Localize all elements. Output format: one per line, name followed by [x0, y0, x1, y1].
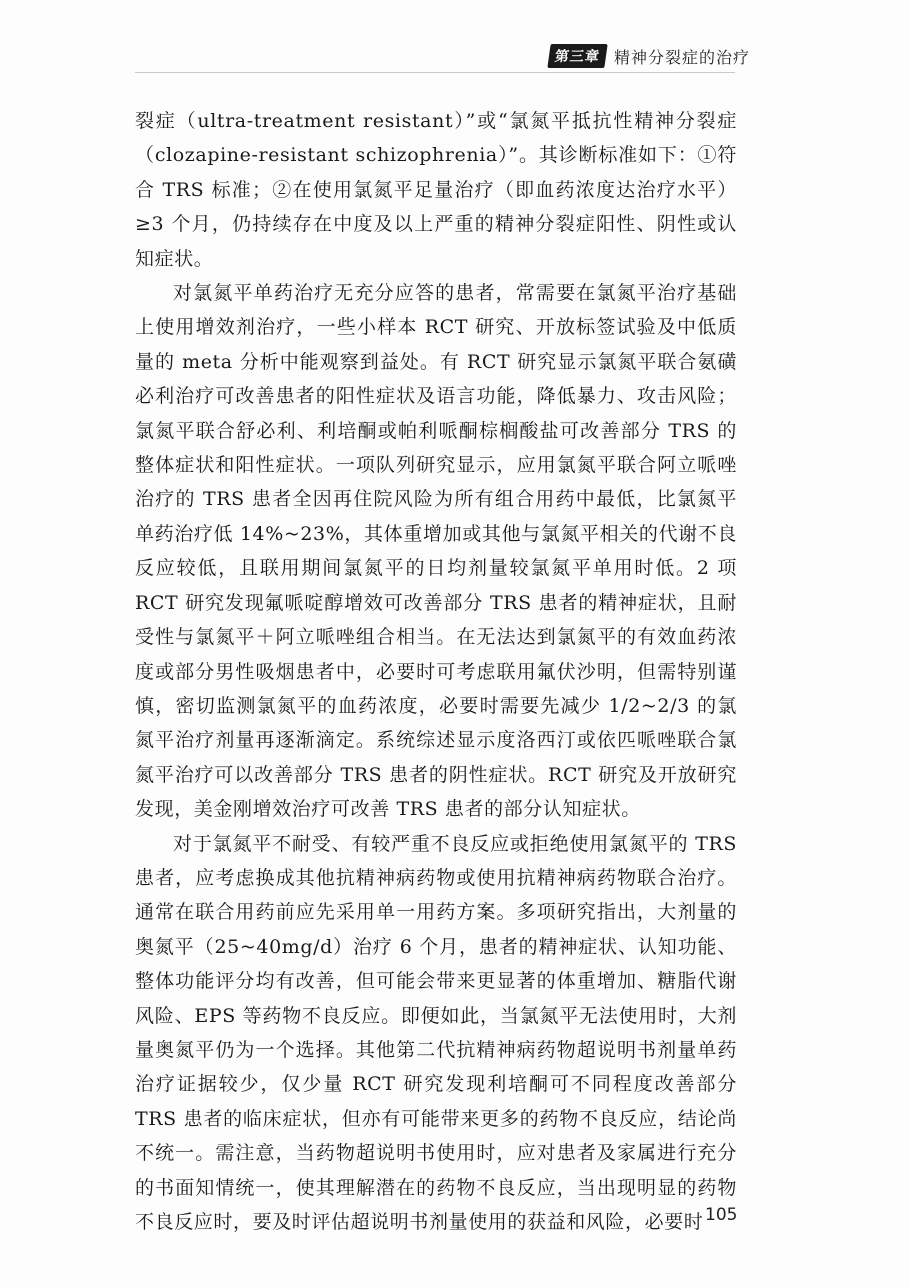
- paragraph-continued: 裂症（ultra-treatment resistant）”或“氯氮平抵抗性精神分裂症（clozapine-resistant schizophrenia）”。其诊断标准如下：①符合 TRS 标准；②在使用氯氮平足量治疗（即血药浓度达治疗水平）≥3 个月，仍持续存在中度及以上严重的精神分裂症阳性、阴性或认知症状。: [135, 110, 737, 270]
- running-header: [549, 42, 750, 70]
- header-divider: [135, 72, 735, 73]
- body-text: [135, 104, 737, 1239]
- paragraph: 对氯氮平单药治疗无充分应答的患者，常需要在氯氮平治疗基础上使用增效剂治疗，一些小样本 RCT 研究、开放标签试验及中低质量的 meta 分析中能观察到益处。有 RCT 研究显示氯氮平联合氨磺必利治疗可改善患者的阳性症状及语言功能，降低暴力、攻击风险；氯氮平联合舒必利、利培酮或帕利哌酮棕榈酸盐可改善部分 TRS 的整体症状和阳性症状。一项队列研究显示，应用氯氮平联合阿立哌唑治疗的 TRS 患者全因再住院风险为所有组合用药中最低，比氯氮平单药治疗低 14%~23%，其体重增加或其他与氯氮平相关的代谢不良反应较低，且联用期间氯氮平的日均剂量较氯氮平单用时低。2 项 RCT 研究发现氟哌啶醇增效可改善部分 TRS 患者的精神症状，且耐受性与氯氮平＋阿立哌唑组合相当。在无法达到氯氮平的有效血药浓度或部分男性吸烟患者中，必要时可考虑联用氟伏沙明，但需特别谨慎，密切监测氯氮平的血药浓度，必要时需要先减少 1/2~2/3 的氯氮平治疗剂量再逐渐滴定。系统综述显示度洛西汀或依匹哌唑联合氯氮平治疗可以改善部分 TRS 患者的阴性症状。RCT 研究及开放研究发现，美金刚增效治疗可改善 TRS 患者的部分认知症状。: [135, 282, 737, 821]
- page-number: 105: [705, 1205, 738, 1225]
- paragraph: 对于氯氮平不耐受、有较严重不良反应或拒绝使用氯氮平的 TRS 患者，应考虑换成其他抗精神病药物或使用抗精神病药物联合治疗。通常在联合用药前应先采用单一用药方案。多项研究指出，大剂量的奥氮平（25~40mg/d）治疗 6 个月，患者的精神症状、认知功能、整体功能评分均有改善，但可能会带来更显著的体重增加、糖脂代谢风险、EPS 等药物不良反应。即便如此，当氯氮平无法使用时，大剂量奥氮平仍为一个选择。其他第二代抗精神病药物超说明书剂量单药治疗证据较少，仅少量 RCT 研究发现利培酮可不同程度改善部分 TRS 患者的临床症状，但亦有可能带来更多的药物不良反应，结论尚不统一。需注意，当药物超说明书使用时，应对患者及家属进行充分的书面知情统一，使其理解潜在的药物不良反应，当出现明显的药物不良反应时，要及时评估超说明书剂量使用的获益和风险，必要时: [135, 832, 737, 1233]
- chapter-badge: 第三章: [547, 44, 607, 68]
- running-header-title: 精神分裂症的治疗: [613, 47, 750, 67]
